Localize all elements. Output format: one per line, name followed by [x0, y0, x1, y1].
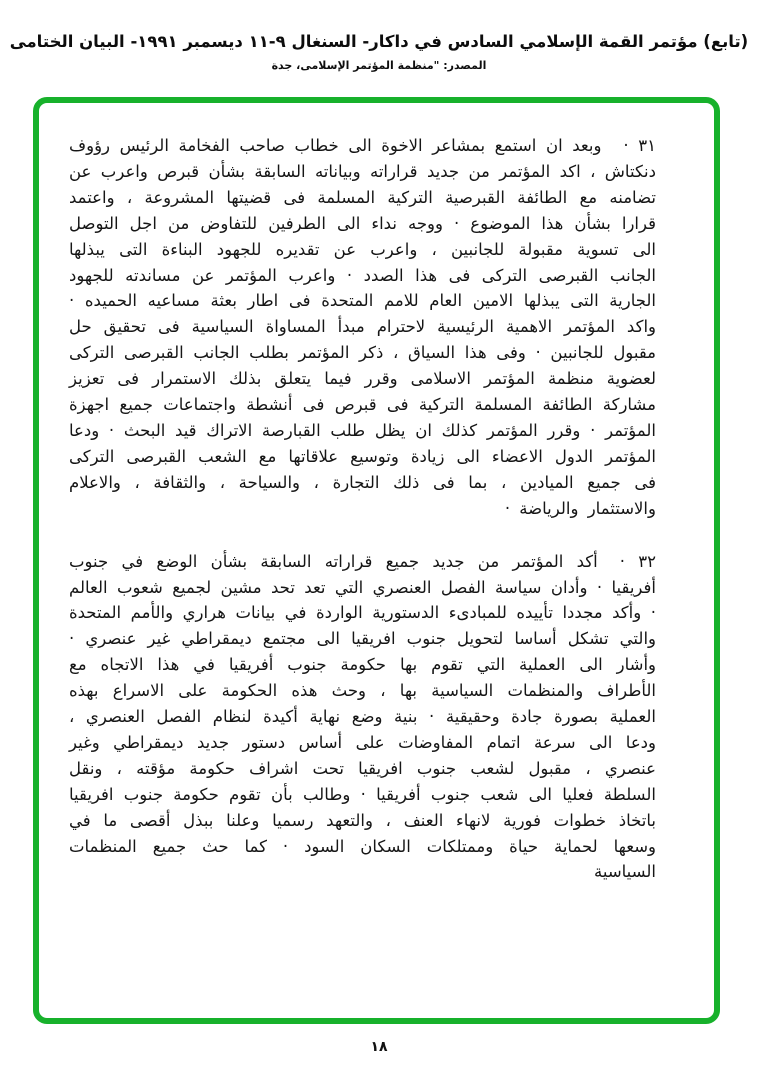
paragraph-32-number: ٣٢ · [619, 551, 656, 571]
document-header [0, 30, 758, 72]
paragraph-32-text: أكد المؤتمر من جديد جميع قراراته السابقة بشأن الوضع في جنوب أفريقيا · وأدان سياسة الفصل العنصري التي تعد تحد مشين لجميع شعوب العالم · وأكد مجددا تأييده للمبادىء الدستورية الواردة في بيانات هراري والأمم المتحدة والتي تشكل أساسا لتحويل جنوب افريقيا الى مجتمع ديمقراطي غير عنصري · وأشار الى العملية التي تقوم بها حكومة جنوب أفريقيا في هذا الاتجاه مع الأطراف والمنظمات السياسية بها ، وحث هذه الحكومة على الاسراع بهذه العملية بصورة جادة وحقيقية · بنية وضع نهاية أكيدة لنظام الفصل العنصري ، ودعا الى سرعة اتمام المفاوضات على أساس دستور جديد ديمقراطي وغير عنصري ، مقبول لشعب جنوب افريقيا تحت اشراف حكومة مؤقته ، ونقل السلطة فعليا الى شعب جنوب أفريقيا · وطالب بأن تقوم حكومة جنوب افريقيا باتخاذ خطوات فورية لانهاء العنف ، والتعهد رسميا وعلنا ببذل أقصى ما في وسعها لحماية حياة وممتلكات السكان السود · كما حث جميع المنظمات السياسية [69, 551, 656, 882]
paragraph-31-number: ٣١ · [623, 136, 656, 155]
paragraph-31-text: وبعد ان استمع بمشاعر الاخوة الى خطاب صاحب الفخامة الرئيس رؤوف دنكتاش ، اكد المؤتمر من جديد قراراته وبياناته السابقة بشأن قبرص واعرب عن تضامنه مع الطائفة القبرصية التركية المسلمة فى قضيتها المشروعة ، واعتمد قرارا بشأن هذا الموضوع · ووجه نداء الى الطرفين للتفاوض من اجل التوصل الى تسوية مقبولة للجانبين ، واعرب عن تقديره للجهود البناءة التى يبذلها الجانب القبرصى التركى فى هذا الصدد · واعرب المؤتمر عن مساندته للجهود الجارية التى يبذلها الامين العام للامم المتحدة فى اطار بعثة مساعيه الحميده · واكد المؤتمر الاهمية الرئيسية لاحترام مبدأ المساواة السياسية فى تحقيق حل مقبول للجانبين · وفى هذا السياق ، ذكر المؤتمر بطلب الجانب القبرصى التركى لعضوية منظمة المؤتمر الاسلامى وقرر فيما يتعلق بذلك الاستمرار فى تعزيز مشاركة الطائفة المسلمة التركية فى قبرص فى أنشطة واجتماعات جميع اجهزة المؤتمر · وقرر المؤتمر كذلك ان يظل طلب القبارصة الاتراك قيد البحث · ودعا المؤتمر الدول الاعضاء الى زيادة وتوسيع علاقاتها مع الشعب القبرصى التركى فى جميع الميادين ، بما فى ذلك التجارة ، والسياحة ، والثقافة ، والاعلام والاستثمار والرياضة · [69, 136, 656, 518]
document-body [69, 133, 656, 885]
content-frame [33, 97, 720, 1024]
document-title: (تابع) مؤتمر القمة الإسلامي السادس في داكار- السنغال ٩-١١ ديسمبر ١٩٩١- البيان الختامى [9, 32, 749, 51]
paragraph-31 [69, 133, 656, 522]
page-footer [0, 1036, 758, 1055]
page-number: ١٨ [370, 1039, 388, 1055]
document-source-line: المصدر: "منظمة المؤتمر الإسلامى، جدة [271, 59, 487, 73]
paragraph-32 [69, 549, 656, 886]
